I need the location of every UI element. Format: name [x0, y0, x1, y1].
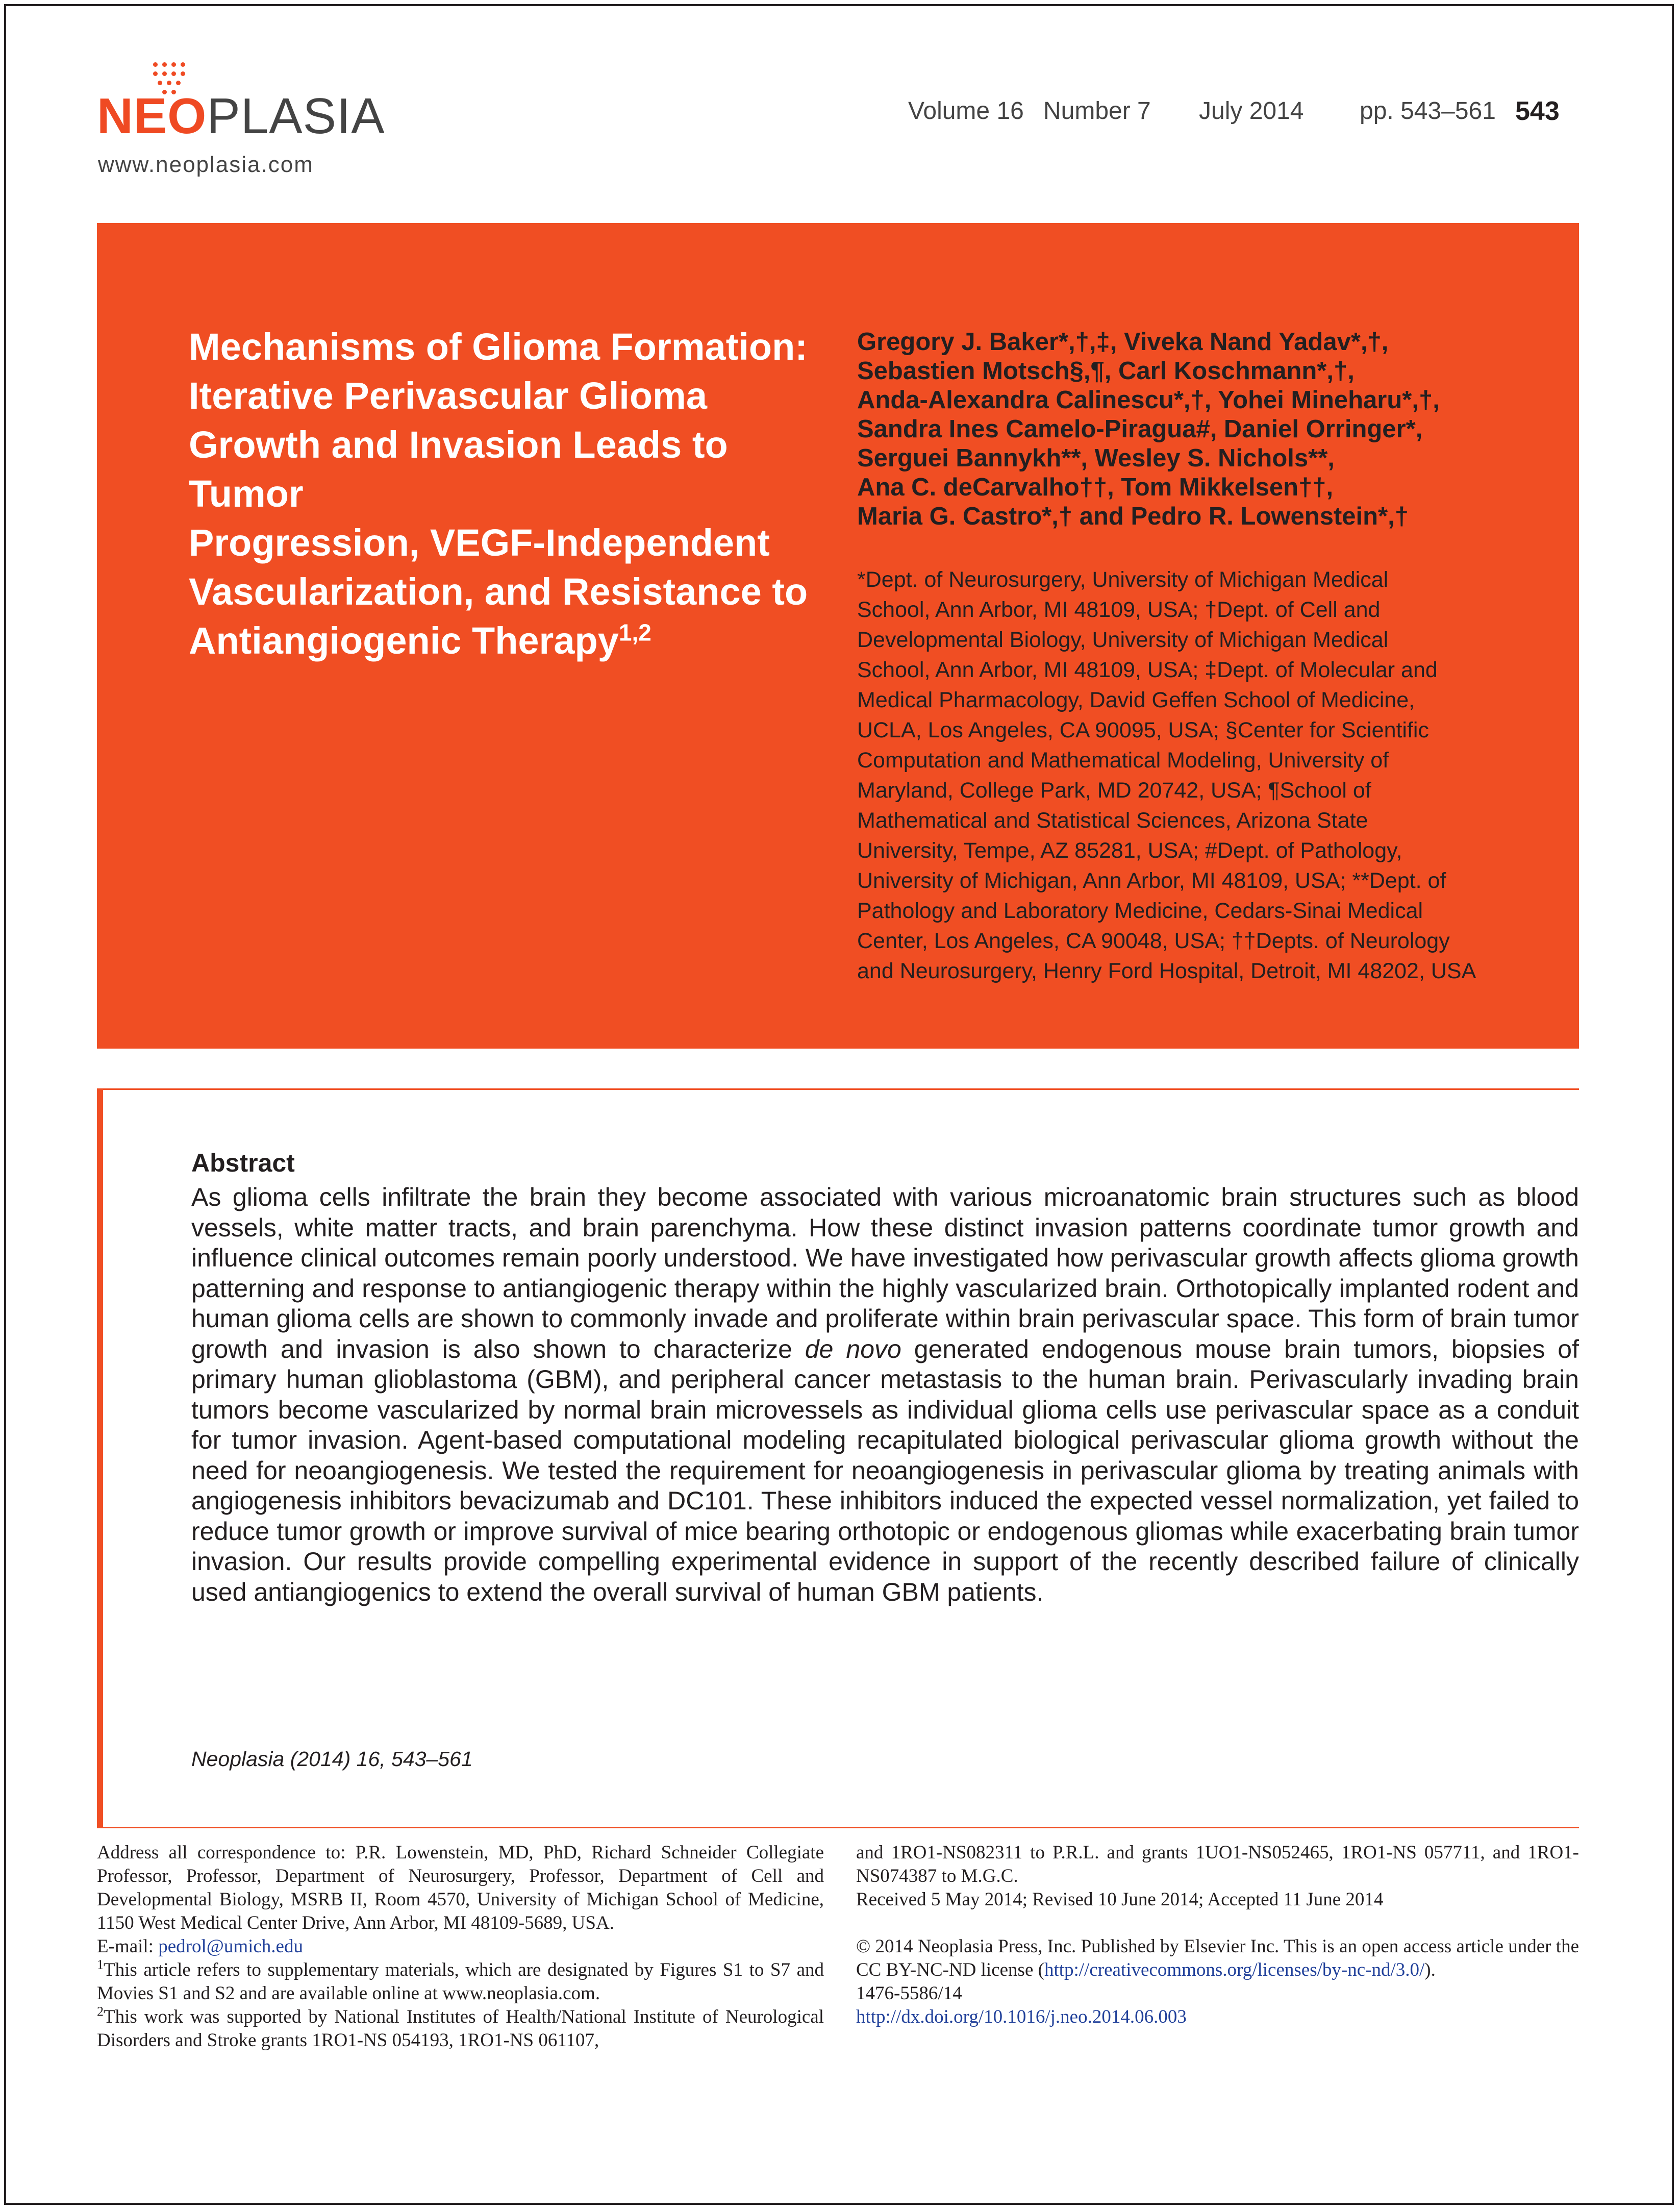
title-banner [97, 223, 1579, 1049]
footnote-2-mark: 2 [97, 2004, 104, 2019]
logo-plasia-text: PLASIA [207, 88, 385, 144]
email-link[interactable]: pedrol@umich.edu [158, 1936, 303, 1957]
footnote-1-text: This article refers to supplementary materials, which are designated by Figures S1 to S7 and Movies S1 and S2 and are available online at www.neoplasia.com. [97, 1959, 824, 2004]
author-line: Gregory J. Baker*,†,‡, Viveka Nand Yadav*,†, [857, 328, 1389, 356]
abstract-bottom-rule [97, 1827, 1579, 1828]
copyright-text-end: ). [1424, 1959, 1436, 1980]
logo-dot [171, 62, 176, 67]
footnote-2-continued: and 1RO1-NS082311 to P.R.L. and grants 1UO1-NS052465, 1RO1-NS 057711, and 1RO1-NS074387 to M.G.C. [856, 1842, 1579, 1886]
masthead [908, 97, 1582, 133]
doi-link[interactable]: http://dx.doi.org/10.1016/j.neo.2014.06.003 [856, 2006, 1187, 2027]
affiliation-line: *Dept. of Neurosurgery, University of Michigan Medical [857, 567, 1389, 592]
affiliation-line: School, Ann Arbor, MI 48109, USA; †Dept. of Cell and [857, 598, 1381, 622]
abstract-side-bar [97, 1088, 103, 1828]
logo-dot [153, 62, 158, 67]
affiliation-line: UCLA, Los Angeles, CA 90095, USA; §Center for Scientific [857, 718, 1429, 742]
page-number: 543 [1515, 96, 1560, 126]
issue-number: Number 7 [1043, 97, 1151, 125]
affiliation-line: Center, Los Angeles, CA 90048, USA; ††Depts. of Neurology [857, 929, 1450, 953]
email-line [97, 1935, 824, 1958]
footnotes-right [856, 1841, 1579, 2029]
copyright [856, 1935, 1579, 1982]
title-line: Growth and Invasion Leads to Tumor [189, 424, 728, 515]
footnote-2-text: This work was supported by National Institutes of Health/National Institute of Neurological Disorders and Stroke grants 1RO1-NS 054193, 1RO1-NS 061107, [97, 2006, 824, 2051]
email-label: E-mail: [97, 1936, 159, 1957]
logo-dot [158, 81, 162, 85]
doi-line [856, 2005, 1579, 2029]
abstract-text-b: generated endogenous mouse brain tumors, biopsies of primary human glioblastoma (GBM), and peripheral cancer metastasis to the human brain. Perivascularly invading brain tumors become vascularized by normal brain microvessels as individual glioma cells use perivascular space as a conduit for tumor invasion. Agent-based computational modeling recapitulated biological perivascular glioma growth without the need for neoangiogenesis. We tested the requirement for neoangiogenesis in perivascular glioma by treating animals with angiogenesis inhibitors bevacizumab and DC101. These inhibitors induced the expected vessel normalization, yet failed to reduce tumor growth or improve survival of mice bearing orthotopic or endogenous gliomas while exacerbating brain tumor invasion. Our results provide compelling experimental evidence in support of the recently described failure of clinically used antiangiogenics to extend the overall survival of human GBM patients. [191, 1334, 1579, 1606]
affiliation-line: Pathology and Laboratory Medicine, Cedars-Sinai Medical [857, 899, 1423, 923]
abstract-heading: Abstract [191, 1149, 295, 1177]
author-list [857, 328, 1536, 531]
author-line: Maria G. Castro*,† and Pedro R. Lowenstein*,† [857, 503, 1409, 530]
logo-dot [162, 71, 167, 76]
abstract-italic: de novo [805, 1334, 901, 1363]
author-line: Sebastien Motsch§,¶, Carl Koschmann*,†, [857, 357, 1355, 385]
affiliations [857, 565, 1536, 986]
citation: Neoplasia (2014) 16, 543–561 [191, 1747, 473, 1771]
affiliation-line: Computation and Mathematical Modeling, University of [857, 748, 1389, 773]
affiliation-line: Mathematical and Statistical Sciences, Arizona State [857, 808, 1368, 833]
logo-dot [171, 71, 176, 76]
title-line: Mechanisms of Glioma Formation: [189, 326, 808, 368]
title-footnote-marks: 1,2 [618, 619, 651, 646]
logo-neo-text: NEO [97, 88, 207, 144]
article-title [189, 322, 832, 665]
logo-dot [181, 71, 185, 76]
affiliation-line: Developmental Biology, University of Michigan Medical [857, 628, 1389, 652]
title-line: Iterative Perivascular Glioma [189, 375, 707, 417]
affiliation-line: University, Tempe, AZ 85281, USA; #Dept. of Pathology, [857, 838, 1402, 863]
issue-date: July 2014 [1199, 97, 1304, 125]
spacer [856, 1911, 1579, 1935]
title-line-last [189, 616, 832, 665]
logo-dot [153, 71, 158, 76]
title-line: Progression, VEGF-Independent [189, 521, 770, 564]
abstract-text-a: As glioma cells infiltrate the brain they become associated with various microanatomic brain structures such as blood vessels, white matter tracts, and brain parenchyma. How these distinct invasion patterns coordinate tumor growth and influence clinical outcomes remain poorly understood. We have investigated how perivascular growth affects glioma growth patterning and response to antiangiogenic therapy within the highly vascularized brain. Orthotopically implanted rodent and human glioma cells are shown to commonly invade and proliferate within brain perivascular space. This form of brain tumor growth and invasion is also shown to characterize [191, 1183, 1579, 1363]
volume: Volume 16 [908, 97, 1024, 125]
journal-url[interactable]: www.neoplasia.com [98, 152, 314, 177]
license-link[interactable]: http://creativecommons.org/licenses/by-nc-nd/3.0/ [1044, 1959, 1425, 1980]
abstract-body [191, 1182, 1579, 1607]
author-line: Anda-Alexandra Calinescu*,†, Yohei Mineharu*,†, [857, 386, 1440, 414]
title-line: Antiangiogenic Therapy [189, 619, 619, 662]
received-dates: Received 5 May 2014; Revised 10 June 2014; Accepted 11 June 2014 [856, 1889, 1384, 1910]
footnote-1 [97, 1958, 824, 2005]
affiliation-line: Medical Pharmacology, David Geffen School of Medicine, [857, 688, 1415, 712]
title-line: Vascularization, and Resistance to [189, 570, 808, 613]
affiliation-line: and Neurosurgery, Henry Ford Hospital, Detroit, MI 48202, USA [857, 959, 1476, 983]
author-line: Sandra Ines Camelo-Piragua#, Daniel Orringer*, [857, 415, 1423, 443]
footnote-1-mark: 1 [97, 1957, 104, 1972]
author-line: Ana C. deCarvalho††, Tom Mikkelsen††, [857, 474, 1334, 501]
page-range: pp. 543–561 [1360, 97, 1496, 125]
affiliation-line: School, Ann Arbor, MI 48109, USA; ‡Dept. of Molecular and [857, 658, 1438, 682]
author-line: Serguei Bannykh**, Wesley S. Nichols**, [857, 444, 1335, 472]
journal-logo [97, 88, 385, 144]
abstract-top-rule [97, 1088, 1579, 1090]
footnotes-left [97, 1841, 824, 2052]
affiliation-line: University of Michigan, Ann Arbor, MI 48109, USA; **Dept. of [857, 868, 1446, 893]
affiliation-line: Maryland, College Park, MD 20742, USA; ¶School of [857, 778, 1371, 803]
issn: 1476-5586/14 [856, 1983, 962, 2004]
footnote-2 [97, 2005, 824, 2052]
logo-dot [176, 81, 181, 85]
copyright-text: © 2014 Neoplasia Press, Inc. Published by Elsevier Inc. This is an open access article under the CC BY-NC-ND license ( [856, 1936, 1579, 1980]
logo-dot [162, 62, 167, 67]
logo-dot [181, 62, 185, 67]
correspondence-address: Address all correspondence to: P.R. Lowenstein, MD, PhD, Richard Schneider Collegiate Professor, Professor, Department of Neurosurgery, Professor, Department of Cell and Developmental Biology, MSRB II, Room 4570, University of Michigan School of Medicine, 1150 West Medical Center Drive, Ann Arbor, MI 48109-5689, USA. [97, 1842, 824, 1933]
logo-dot [167, 81, 171, 85]
